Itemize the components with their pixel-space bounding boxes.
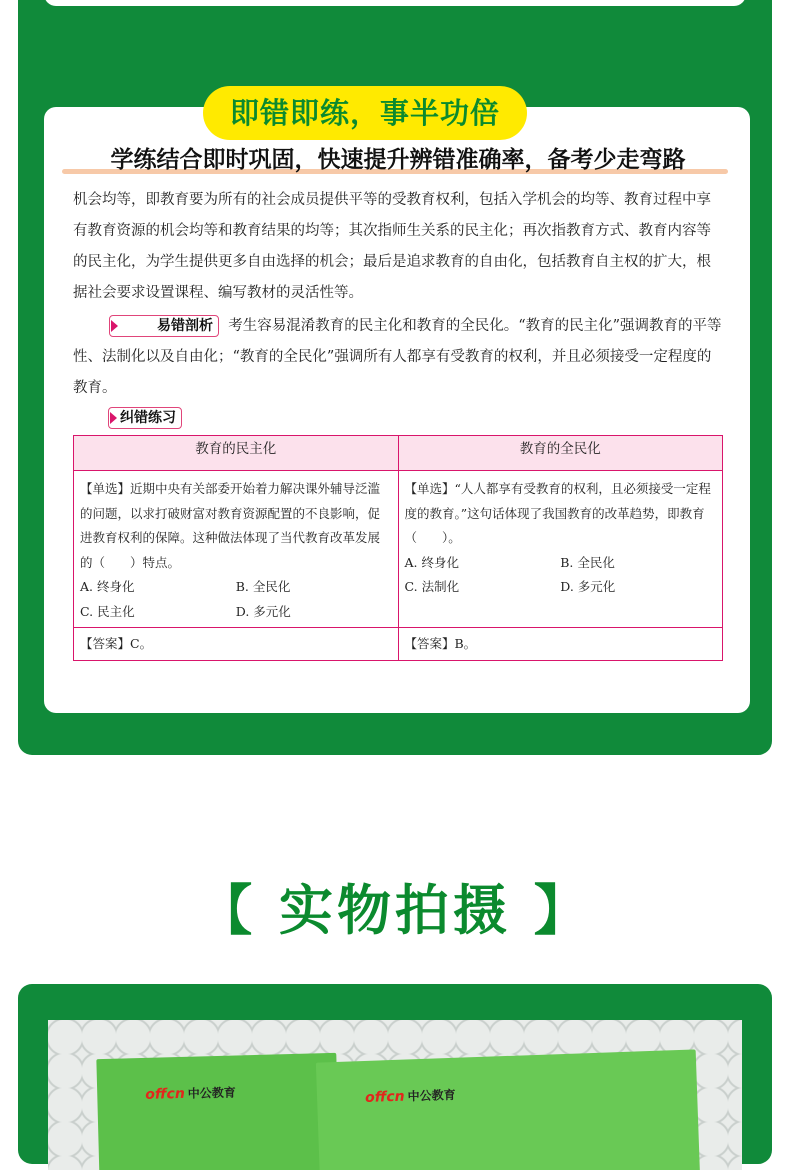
logo-text: 中公教育 <box>187 1085 237 1101</box>
logo-text: 中公教育 <box>407 1087 456 1104</box>
product-photo <box>48 1020 742 1170</box>
book-cover <box>96 1053 339 1170</box>
logo-brand: offcn <box>364 1088 405 1106</box>
option: B. 全民化 <box>235 579 291 594</box>
option: C. 民主化 <box>80 603 135 619</box>
table-row <box>74 471 723 628</box>
option: D. 多元化 <box>560 579 616 594</box>
answer-cell: 【答案】C。 <box>74 628 399 661</box>
practice-tag: 纠错练习 <box>108 407 182 429</box>
card-headline: 学练结合即时巩固，快速提升辨错准确率，备考少走弯路 <box>110 147 686 173</box>
question-options <box>80 575 392 624</box>
table-header-row <box>74 436 723 471</box>
brand-logo <box>145 1084 236 1103</box>
option: C. 法制化 <box>404 579 460 594</box>
practice-table <box>73 435 723 661</box>
question-cell <box>398 471 723 628</box>
table-header: 教育的全民化 <box>398 436 723 471</box>
question-cell <box>74 471 399 628</box>
book-cover <box>316 1049 700 1170</box>
analysis-tag: 易错剖析 <box>109 315 219 337</box>
sample-card <box>44 107 750 713</box>
table-row <box>74 628 723 661</box>
option: B. 全民化 <box>560 554 615 570</box>
body-paragraph: 机会均等，即教育要为所有的社会成员提供平等的受教育权利，包括入学机会的均等、教育过程中享有教育资源的机会均等和教育结果的均等；其次指师生关系的民主化；再次指教育方式、教育内容等的民主化，为学生提供更多自由选择的机会；最后是追求教育的自由化，包括教育自主权的扩大，根据社会要求设置课程、编写教材的灵活性等。 <box>73 192 711 301</box>
brand-logo <box>365 1086 456 1106</box>
analysis-text: 考生容易混淆教育的民主化和教育的全民化。“教育的民主化”强调教育的平等性、法制化以及自由化；“教育的全民化”强调所有人都享有受教育的权利，并且必须接受一定程度的教育。 <box>73 318 722 396</box>
previous-card <box>44 0 746 6</box>
answer-cell: 【答案】B。 <box>398 628 723 661</box>
feature-badge: 即错即练，事半功倍 <box>203 86 527 140</box>
option: D. 多元化 <box>235 603 291 619</box>
table-header: 教育的民主化 <box>74 436 399 471</box>
logo-brand: offcn <box>145 1085 186 1103</box>
question-stem: 【单选】“人人都享有受教育的权利，且必须接受一定程度的教育。”这句话体现了我国教育的改革趋势，即教育（ ）。 <box>404 481 711 545</box>
analysis-paragraph <box>73 311 725 404</box>
photo-panel <box>18 984 772 1164</box>
option: A. 终身化 <box>404 554 459 570</box>
question-stem: 【单选】近期中央有关部委开始着力解决课外辅导泛滥的问题，以求打破财富对教育资源配置的不良影响，促进教育权利的保障。这种做法体现了当代教育改革发展的（ ）特点。 <box>80 481 381 570</box>
section-title: 【 实物拍摄 】 <box>198 879 592 942</box>
option: A. 终身化 <box>80 579 135 594</box>
question-options <box>405 551 717 600</box>
